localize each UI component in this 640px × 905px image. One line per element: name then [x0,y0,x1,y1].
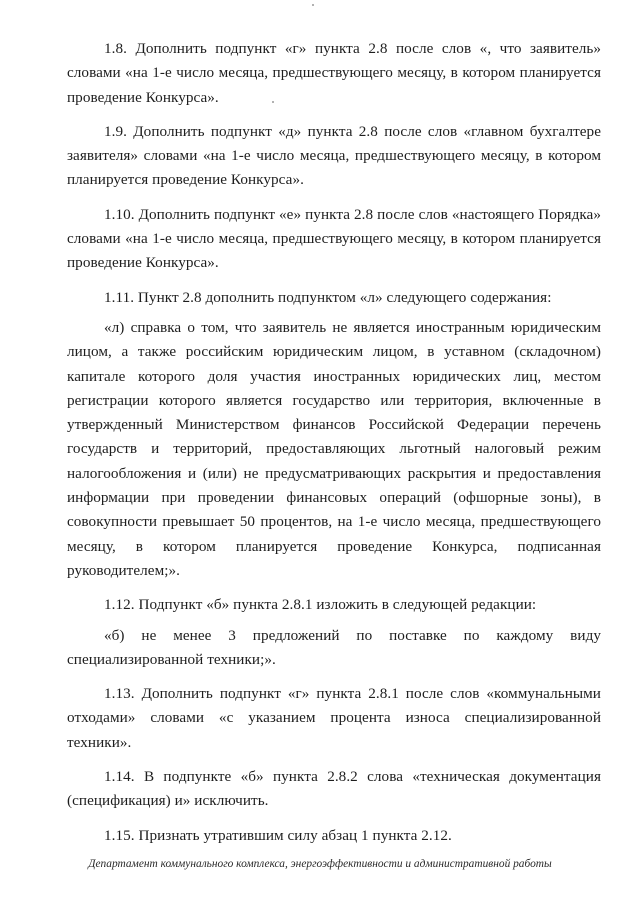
scan-speck [272,101,274,103]
paragraph-1-9: 1.9. Дополнить подпункт «д» пункта 2.8 после слов «главном бухгалтере заявителя» словами «на 1-е число месяца, предшествующего месяцу, в котором планируется проведение Конкурса». [67,122,601,189]
scan-speck [312,4,314,6]
footer-department: Департамент коммунального комплекса, энергоэффективности и административной работы [88,858,552,870]
paragraph-1-13: 1.13. Дополнить подпункт «г» пункта 2.8.1 после слов «коммунальными отходами» словами «с указанием процента износа специализированной техники». [67,685,601,751]
paragraph-1-8: 1.8. Дополнить подпункт «г» пункта 2.8 после слов «, что заявитель» словами «на 1-е число месяца, предшествующего месяцу, в котором планируется проведение Конкурса». [67,40,601,106]
subparagraph-b: «б) не менее 3 предложений по поставке по каждому виду специализированной техники;». [67,626,601,668]
paragraph-1-10: 1.10. Дополнить подпункт «е» пункта 2.8 после слов «настоящего Порядка» словами «на 1-е число месяца, предшествующего месяцу, в котором планируется проведение Конкурса». [67,205,601,272]
document-body [67,37,601,858]
paragraph-1-12: 1.12. Подпункт «б» пункта 2.8.1 изложить в следующей редакции: [104,596,537,614]
paragraph-1-11: 1.11. Пункт 2.8 дополнить подпунктом «л» следующего содержания: [104,288,552,306]
paragraph-1-14: 1.14. В подпункте «б» пункта 2.8.2 слова «техническая документация (спецификация) и» исключить. [67,768,601,810]
paragraph-1-15: 1.15. Признать утратившим силу абзац 1 пункта 2.12. [104,826,452,844]
subparagraph-l: «л) справка о том, что заявитель не является иностранным юридическим лицом, а также российским юридическим лицом, в уставном (складочном) капитале которого доля участия иностранных юридических лиц, местом регистрации которого является государство или территория, включенные в утвержденный Министерством финансов Российской Федерации перечень государств и территорий, предоставляющих льготный налоговый режим налогообложения и (или) не предусматривающих раскрытия и предоставления информации при проведении финансовых операций (офшорные зоны), в совокупности превышает 50 процентов, на 1-е число месяца, предшествующего месяцу, в котором планируется проведение Конкурса, подписанная руководителем;». [67,318,601,579]
